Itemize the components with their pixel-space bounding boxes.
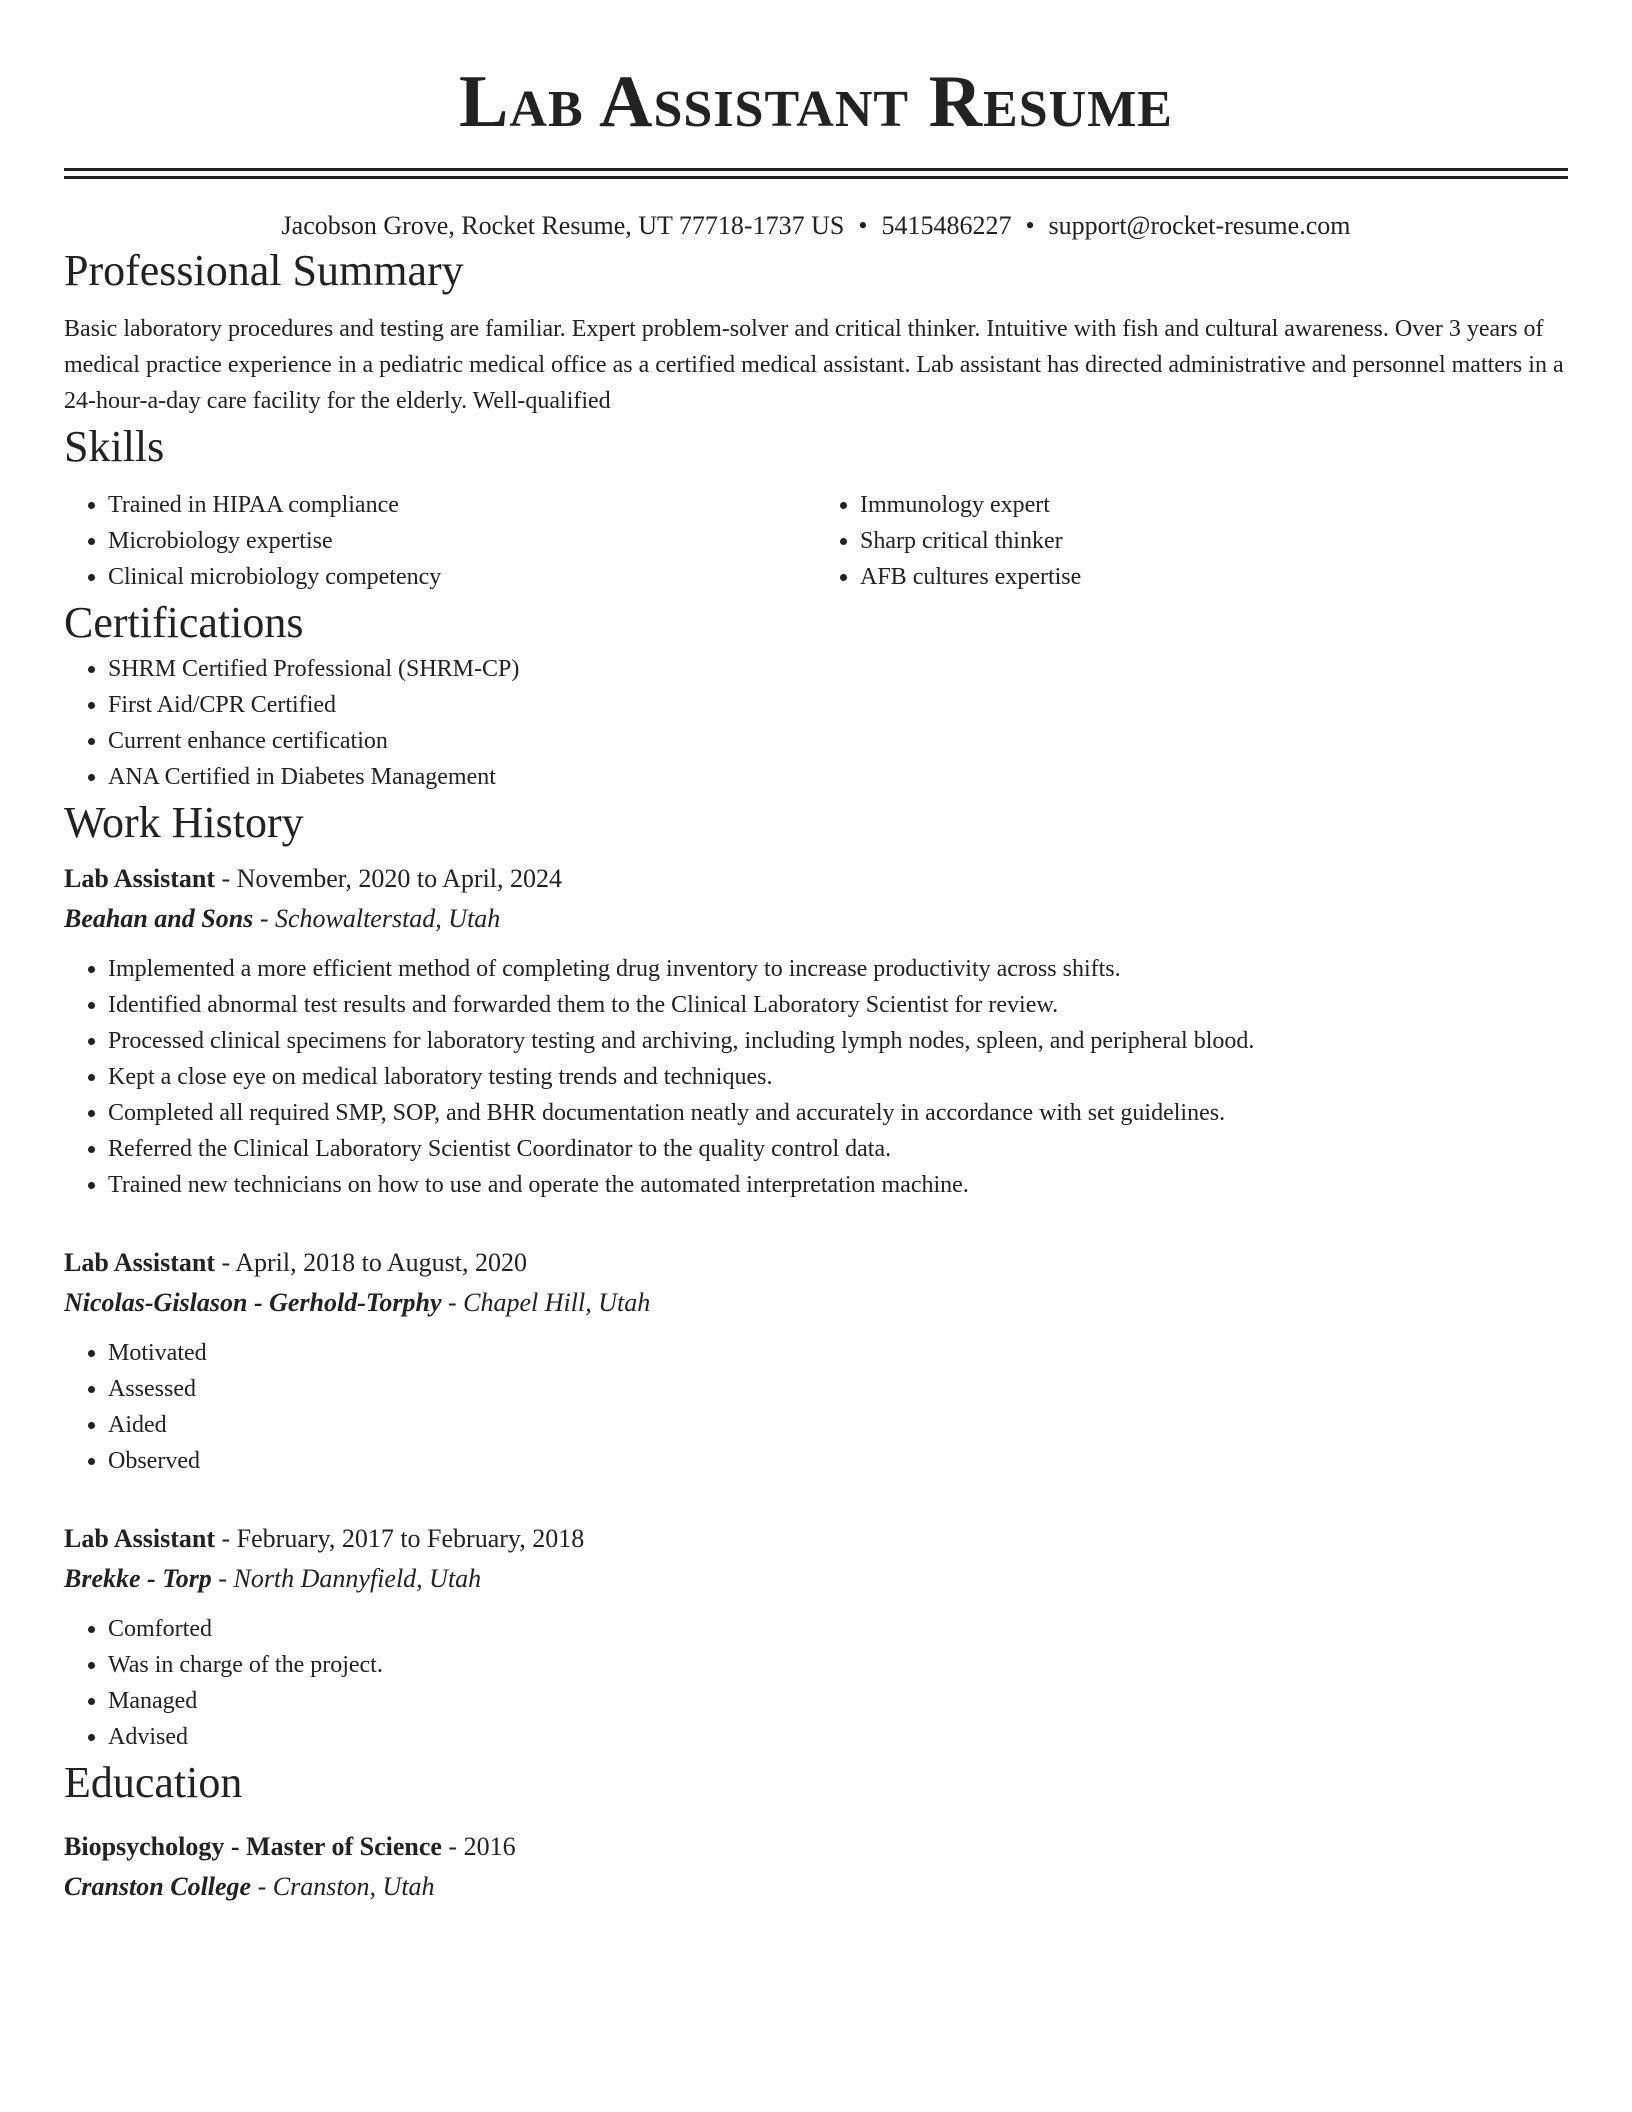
job-location: - Chapel Hill, Utah (441, 1288, 651, 1317)
skill-item: • Immunology expert (860, 487, 1568, 523)
skill-item: • Trained in HIPAA compliance (108, 487, 816, 523)
job-bullet: • Was in charge of the project. (108, 1647, 1568, 1683)
job-entry (64, 859, 1568, 1203)
job-title: Lab Assistant (64, 864, 215, 893)
skill-item: • Microbiology expertise (108, 523, 816, 559)
skill-item: • Clinical microbiology competency (108, 559, 816, 595)
contact-phone: 5415486227 (881, 211, 1012, 240)
job-bullet: • Completed all required SMP, SOP, and BHR documentation neatly and accurately in accordance with set guidelines. (108, 1095, 1568, 1131)
certifications-list (64, 651, 1568, 795)
contact-address: Jacobson Grove, Rocket Resume, UT 77718-1737 US (281, 211, 845, 240)
job-bullets (64, 1335, 1568, 1479)
education-heading: Education (64, 1758, 243, 1807)
job-bullet: • Advised (108, 1719, 1568, 1755)
work-history-heading: Work History (64, 798, 304, 847)
skills-heading: Skills (64, 422, 165, 471)
job-bullet: • Referred the Clinical Laboratory Scientist Coordinator to the quality control data. (108, 1131, 1568, 1167)
job-bullet: • Assessed (108, 1371, 1568, 1407)
skills-columns (64, 487, 1568, 595)
contact-separator: • (1025, 211, 1035, 240)
skills-list-left (64, 487, 816, 595)
job-title-line (64, 859, 1568, 899)
job-title-line (64, 1519, 1568, 1559)
summary-text: Basic laboratory procedures and testing are familiar. Expert problem-solver and critical thinker. Intuitive with fish and cultural awareness. Over 3 years of medical practice experience in a pediatric medical office as a certified medical assistant. Lab assistant has directed administrative and personnel matters in a 24-hour-a-day care facility for the elderly. Well-qualified (64, 316, 1564, 414)
job-title-line (64, 1243, 1568, 1283)
job-bullet: • Identified abnormal test results and forwarded them to the Clinical Laboratory Scientist for review. (108, 987, 1568, 1023)
job-bullets (64, 1611, 1568, 1755)
certification-item: • Current enhance certification (108, 723, 1568, 759)
job-company-line (64, 899, 1568, 939)
education-location: - Cranston, Utah (251, 1872, 435, 1901)
certifications-heading: Certifications (64, 598, 304, 647)
job-location: - North Dannyfield, Utah (211, 1564, 482, 1593)
education-year: - 2016 (441, 1832, 516, 1861)
job-company-line (64, 1283, 1568, 1323)
job-bullet: • Managed (108, 1683, 1568, 1719)
job-bullet: • Aided (108, 1407, 1568, 1443)
contact-email: support@rocket-resume.com (1048, 211, 1351, 240)
job-location: - Schowalterstad, Utah (253, 904, 501, 933)
job-bullet: • Motivated (108, 1335, 1568, 1371)
contact-line (64, 209, 1568, 243)
skill-item: • Sharp critical thinker (860, 523, 1568, 559)
job-dates: - February, 2017 to February, 2018 (215, 1524, 585, 1553)
skill-item: • AFB cultures expertise (860, 559, 1568, 595)
job-bullet: • Observed (108, 1443, 1568, 1479)
job-bullets (64, 951, 1568, 1203)
job-title: Lab Assistant (64, 1524, 215, 1553)
contact-separator: • (858, 211, 868, 240)
job-dates: - April, 2018 to August, 2020 (215, 1248, 528, 1277)
job-bullet: • Kept a close eye on medical laboratory testing trends and techniques. (108, 1059, 1568, 1095)
job-company: Nicolas-Gislason - Gerhold-Torphy (64, 1288, 442, 1317)
certification-item: • First Aid/CPR Certified (108, 687, 1568, 723)
education-entry (64, 1827, 1568, 1907)
title-divider (64, 168, 1568, 179)
certification-item: • ANA Certified in Diabetes Management (108, 759, 1568, 795)
job-company: Brekke - Torp (64, 1564, 212, 1593)
job-company-line (64, 1559, 1568, 1599)
education-school-line (64, 1867, 1568, 1907)
education-degree-line (64, 1827, 1568, 1867)
job-bullet: • Processed clinical specimens for laboratory testing and archiving, including lymph nodes, spleen, and peripheral blood. (108, 1023, 1568, 1059)
summary-heading: Professional Summary (64, 246, 464, 295)
education-school: Cranston College (64, 1872, 252, 1901)
job-bullet: • Trained new technicians on how to use and operate the automated interpretation machine. (108, 1167, 1568, 1203)
job-title: Lab Assistant (64, 1248, 215, 1277)
job-company: Beahan and Sons (64, 904, 254, 933)
job-entry (64, 1243, 1568, 1479)
skills-list-right (816, 487, 1568, 595)
resume-title: Lab Assistant Resume (459, 61, 1173, 143)
job-dates: - November, 2020 to April, 2024 (215, 864, 563, 893)
job-bullet: • Comforted (108, 1611, 1568, 1647)
education-degree: Biopsychology - Master of Science (64, 1832, 442, 1861)
certification-item: • SHRM Certified Professional (SHRM-CP) (108, 651, 1568, 687)
job-bullet: • Implemented a more efficient method of completing drug inventory to increase productivity across shifts. (108, 951, 1568, 987)
job-entry (64, 1519, 1568, 1755)
